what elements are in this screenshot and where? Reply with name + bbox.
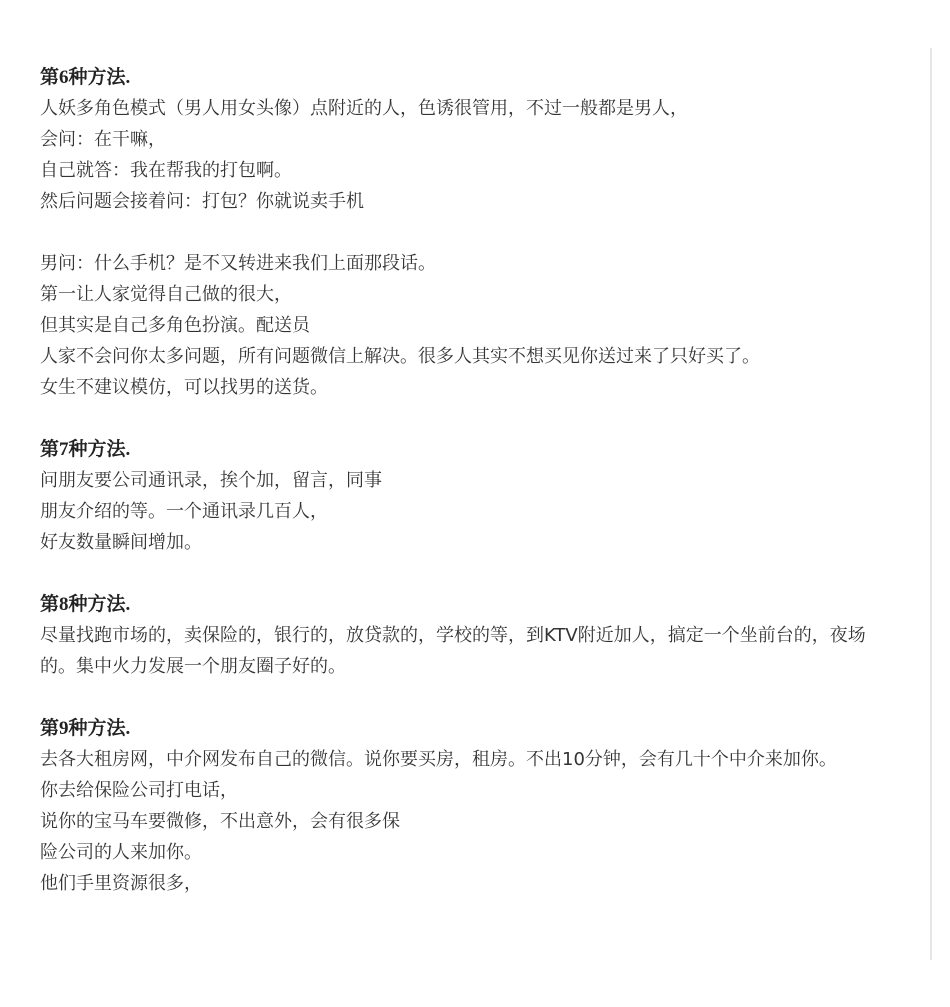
text-line: 会问：在干嘛，	[40, 129, 166, 150]
text-line: 问朋友要公司通讯录，挨个加，留言，同事	[40, 470, 382, 491]
text-line: 你去给保险公司打电话，	[40, 780, 238, 801]
article-body	[40, 62, 900, 899]
text-line: 好友数量瞬间增加。	[40, 532, 202, 553]
section-heading: 第6种方法.	[40, 67, 131, 88]
section-9	[40, 713, 900, 899]
section-8	[40, 589, 900, 682]
text-line: 人家不会问你太多问题，所有问题微信上解决。很多人其实不想买见你送过来了只好买了。	[40, 346, 760, 367]
text-line: 去各大租房网，中介网发布自己的微信。说你要买房，租房。不出10分钟，会有几十个中介来加你。	[40, 749, 837, 770]
text-line: 说你的宝马车要微修，不出意外，会有很多保	[40, 811, 400, 832]
section-6	[40, 62, 900, 217]
text-line: 但其实是自己多角色扮演。配送员	[40, 315, 310, 336]
section-heading: 第7种方法.	[40, 439, 131, 460]
text-line: 人妖多角色模式（男人用女头像）点附近的人，色诱很管用，不过一般都是男人，	[40, 98, 688, 119]
text-line: 女生不建议模仿，可以找男的送货。	[40, 377, 328, 398]
column-divider	[930, 48, 932, 960]
text-line: 第一让人家觉得自己做的很大，	[40, 284, 292, 305]
section-6-continued	[40, 248, 900, 403]
text-line: 自己就答：我在帮我的打包啊。	[40, 160, 292, 181]
text-line: 险公司的人来加你。	[40, 842, 202, 863]
section-heading: 第9种方法.	[40, 718, 131, 739]
text-line: 然后问题会接着问：打包？你就说卖手机	[40, 191, 364, 212]
section-7	[40, 434, 900, 558]
text-line: 他们手里资源很多，	[40, 873, 202, 894]
text-line: 尽量找跑市场的，卖保险的，银行的，放贷款的，学校的等，到KTV附近加人，搞定一个坐前台的，夜场的。集中火力发展一个朋友圈子好的。	[40, 625, 866, 677]
text-line: 男问：什么手机？是不又转进来我们上面那段话。	[40, 253, 436, 274]
section-heading: 第8种方法.	[40, 594, 131, 615]
text-line: 朋友介绍的等。一个通讯录几百人，	[40, 501, 328, 522]
